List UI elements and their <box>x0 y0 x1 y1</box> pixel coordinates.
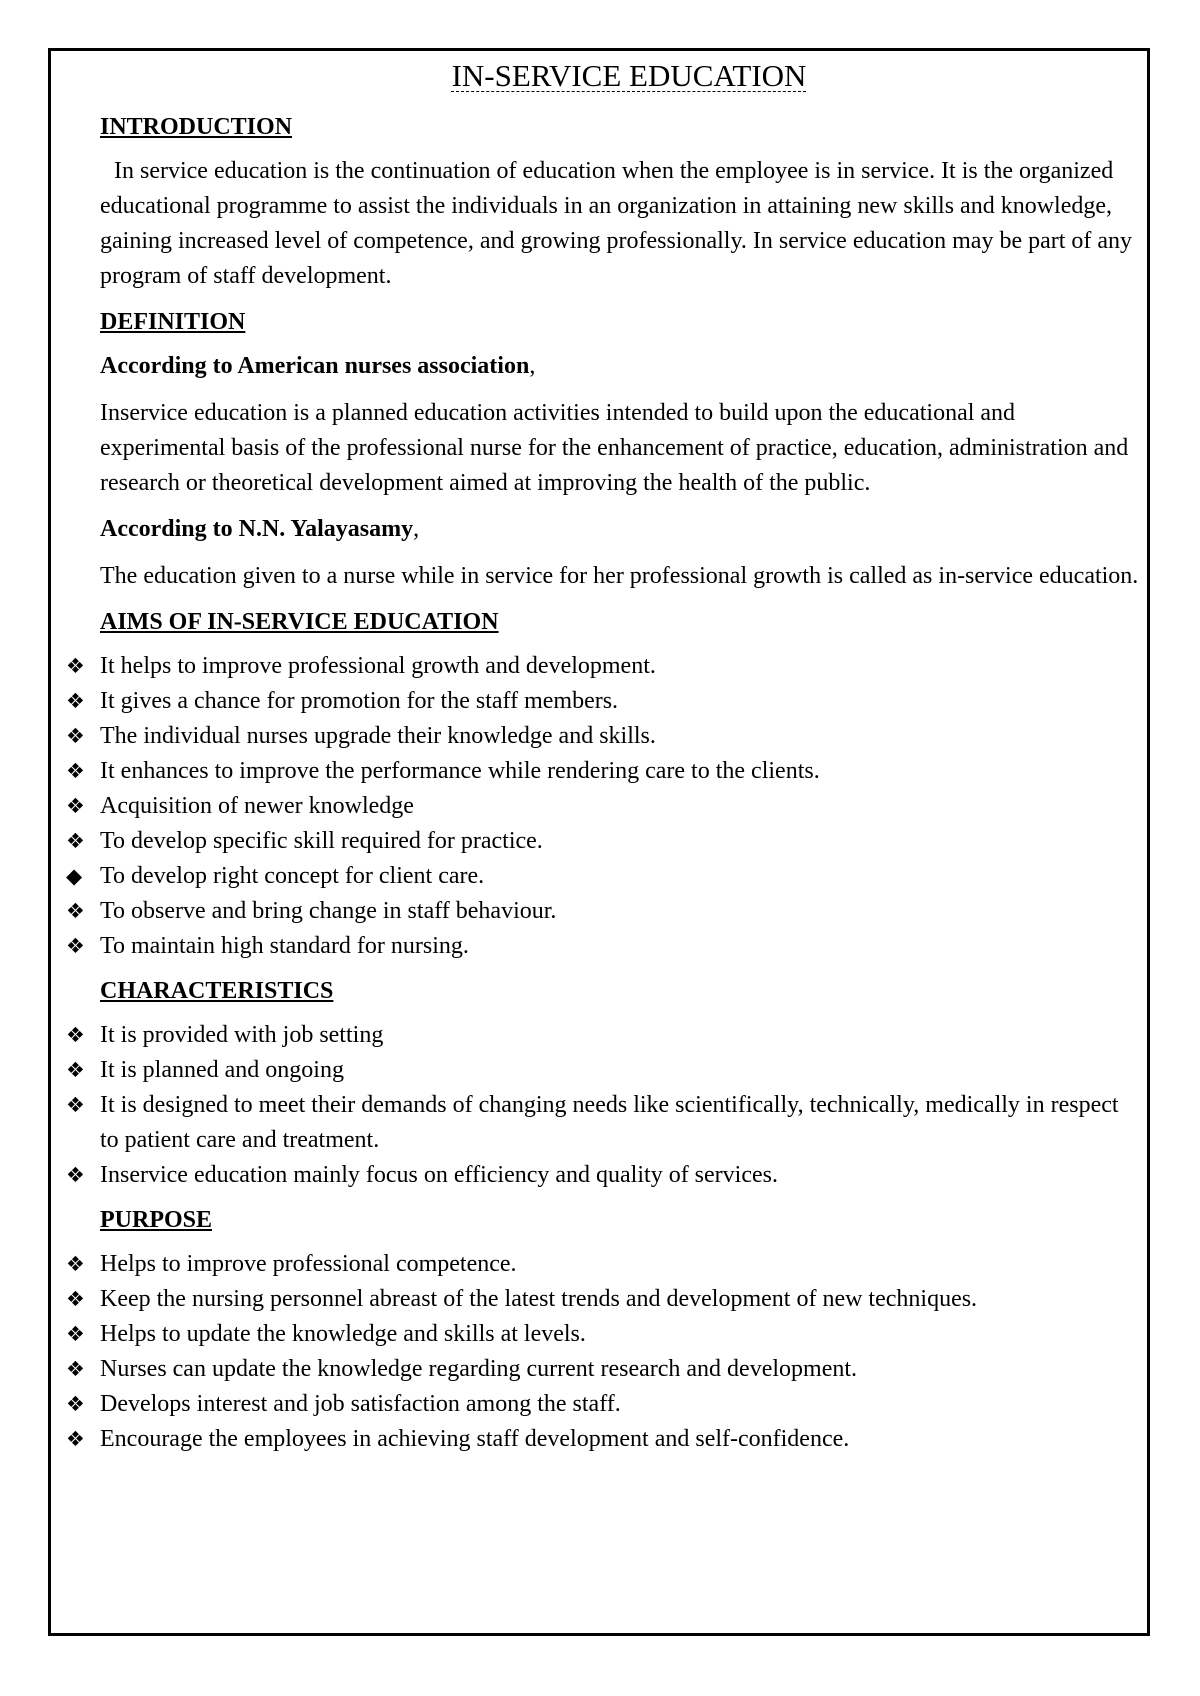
purpose-list <box>66 1247 1140 1457</box>
list-item <box>66 1088 1140 1158</box>
list-item <box>66 859 1140 894</box>
definition-source-2-punct: , <box>413 516 420 542</box>
list-item-text: Helps to update the knowledge and skills at levels. <box>100 1321 586 1347</box>
bullet-diamond-icon: ❖ <box>66 1093 85 1117</box>
list-item-text: To develop right concept for client care. <box>100 863 485 889</box>
aims-heading: AIMS OF IN-SERVICE EDUCATION <box>100 609 499 635</box>
bullet-diamond-icon: ❖ <box>66 934 85 958</box>
characteristics-list <box>66 1018 1140 1193</box>
list-item <box>66 1422 1140 1457</box>
aims-list <box>66 649 1140 964</box>
list-item <box>66 719 1140 754</box>
list-item-text: Acquisition of newer knowledge <box>100 793 414 819</box>
introduction-heading: INTRODUCTION <box>100 114 293 140</box>
document-body <box>66 54 1140 1467</box>
definition-source-1-punct: , <box>529 353 536 379</box>
list-item <box>66 649 1140 684</box>
list-item <box>66 1387 1140 1422</box>
list-item <box>66 1317 1140 1352</box>
bullet-diamond-icon: ❖ <box>66 759 85 783</box>
bullet-diamond-icon: ❖ <box>66 829 85 853</box>
list-item-text: To observe and bring change in staff behaviour. <box>100 898 557 924</box>
characteristics-heading: CHARACTERISTICS <box>100 978 334 1004</box>
bullet-diamond-icon: ❖ <box>66 1252 85 1276</box>
list-item <box>66 894 1140 929</box>
bullet-solid-diamond-icon: ◆ <box>66 864 83 888</box>
list-item <box>66 1018 1140 1053</box>
list-item-text: It is provided with job setting <box>100 1022 384 1048</box>
list-item <box>66 1247 1140 1282</box>
bullet-diamond-icon: ❖ <box>66 654 85 678</box>
list-item-text: To develop specific skill required for practice. <box>100 828 543 854</box>
list-item <box>66 754 1140 789</box>
list-item-text: Keep the nursing personnel abreast of the latest trends and development of new techniques. <box>100 1286 978 1312</box>
list-item <box>66 929 1140 964</box>
definition-heading: DEFINITION <box>100 309 246 335</box>
list-item <box>66 824 1140 859</box>
bullet-diamond-icon: ❖ <box>66 1322 85 1346</box>
purpose-heading: PURPOSE <box>100 1207 213 1233</box>
bullet-diamond-icon: ❖ <box>66 1058 85 1082</box>
definition-source-1 <box>100 349 1140 383</box>
list-item-text: It gives a chance for promotion for the staff members. <box>100 688 619 714</box>
list-item-text: To maintain high standard for nursing. <box>100 933 469 959</box>
list-item <box>66 1282 1140 1317</box>
bullet-diamond-icon: ❖ <box>66 1427 85 1451</box>
list-item-text: Inservice education mainly focus on efficiency and quality of services. <box>100 1162 778 1188</box>
list-item-text: It enhances to improve the performance while rendering care to the clients. <box>100 758 820 784</box>
list-item-text: Helps to improve professional competence. <box>100 1251 517 1277</box>
definition-source-1-name: According to American nurses association <box>100 353 530 379</box>
list-item-text: It is planned and ongoing <box>100 1057 344 1083</box>
list-item-text: Nurses can update the knowledge regarding current research and development. <box>100 1356 858 1382</box>
list-item <box>66 684 1140 719</box>
bullet-diamond-icon: ❖ <box>66 1287 85 1311</box>
bullet-diamond-icon: ❖ <box>66 899 85 923</box>
list-item <box>66 789 1140 824</box>
bullet-diamond-icon: ❖ <box>66 1023 85 1047</box>
list-item <box>66 1053 1140 1088</box>
list-item-text: The individual nurses upgrade their knowledge and skills. <box>100 723 656 749</box>
bullet-diamond-icon: ❖ <box>66 1357 85 1381</box>
bullet-diamond-icon: ❖ <box>66 689 85 713</box>
list-item <box>66 1352 1140 1387</box>
definition-text-2: The education given to a nurse while in service for her professional growth is called as in-service education. <box>100 563 1139 589</box>
definition-source-2 <box>100 512 1140 546</box>
list-item-text: It is designed to meet their demands of changing needs like scientifically, technically, medically in respect to patient care and treatment. <box>100 1092 1119 1153</box>
list-item <box>66 1158 1140 1193</box>
definition-source-2-name: According to N.N. Yalayasamy <box>100 516 414 542</box>
definition-text-1: Inservice education is a planned education activities intended to build upon the educational and experimental basis of the professional nurse for the enhancement of practice, education, administration and research or theoretical development aimed at improving the health of the public. <box>100 400 1129 496</box>
bullet-diamond-icon: ❖ <box>66 724 85 748</box>
page-title: IN-SERVICE EDUCATION <box>451 58 807 93</box>
list-item-text: Encourage the employees in achieving staff development and self-confidence. <box>100 1426 850 1452</box>
list-item-text: Develops interest and job satisfaction among the staff. <box>100 1391 621 1417</box>
bullet-diamond-icon: ❖ <box>66 1392 85 1416</box>
bullet-diamond-icon: ❖ <box>66 1163 85 1187</box>
introduction-text: In service education is the continuation of education when the employee is in service. It is the organized educational programme to assist the individuals in an organization in attaining new skills and knowledge, gaining increased level of competence, and growing professionally. In service education may be part of any program of staff development. <box>100 158 1133 289</box>
list-item-text: It helps to improve professional growth and development. <box>100 653 656 679</box>
bullet-diamond-icon: ❖ <box>66 794 85 818</box>
